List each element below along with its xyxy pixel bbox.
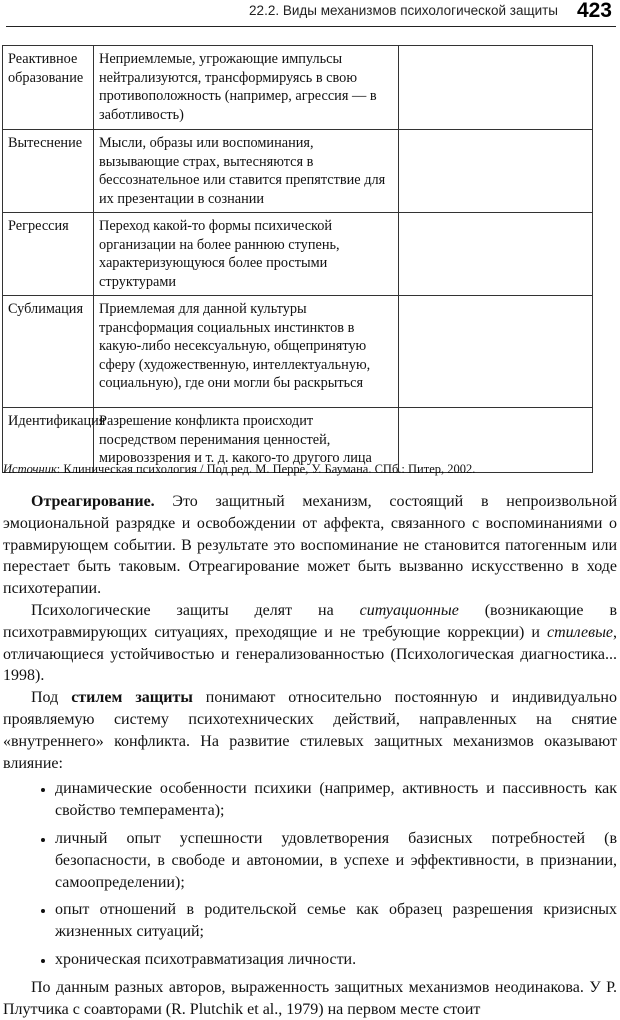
table-cell-term: Вытеснение	[3, 130, 94, 213]
list-item: • личный опыт успешности удовлетворения базисных потребностей (в безопасности, в свободе и автономии, в успехе и эффективности, в признании, самоопределении);	[55, 828, 617, 893]
page-number: 423	[576, 0, 612, 22]
table-cell-empty	[399, 213, 593, 296]
paragraph-text: Психологические защиты делят на	[31, 601, 360, 619]
paragraph-text: Это защитный механизм, состоящий в непроизвольной эмоциональной разрядке и освобождении от аффекта, связанного с воспоминаниями о травмирующем событии. В результате это воспоминание не становится патогенным или перестает быть таковым. Отреагирование может быть вызванно искусственно в ходе психотерапии.	[3, 493, 617, 598]
source-label: Источник	[3, 462, 57, 476]
table-cell-term: Реактивное образование	[3, 46, 94, 130]
table-row	[3, 46, 593, 130]
table-row	[3, 130, 593, 213]
paragraph-abreaction	[3, 491, 617, 600]
term-defense-style: стилем защиты	[71, 689, 193, 707]
list-item: • динамические особенности психики (например, активность и пассивность как свойство темперамента);	[55, 778, 617, 822]
source-text: : Клиническая психология / Под ред. М. Перре, У. Баумана. СПб.: Питер, 2002.	[56, 462, 476, 476]
table-cell-definition: Приемлемая для данной культуры трансформация социальных инстинктов в какую-либо несексуальную, общепринятую сферу (художественную, интеллектуальную, социальную), где они могли бы раскрыться	[94, 296, 399, 408]
table-source-note	[3, 462, 613, 477]
paragraph-text: Под	[31, 689, 72, 707]
paragraph-text: , отличающиеся устойчивостью и генерализованностью (Психологическая диагностика... 1998).	[3, 623, 617, 685]
table-cell-empty	[399, 130, 593, 213]
table-cell-definition: Мысли, образы или воспоминания, вызывающие страх, вытесняются в бессознательное или ставится препятствие для их презентации в сознании	[94, 130, 399, 213]
paragraph-plutchik: По данным разных авторов, выраженность защитных механизмов неодинакова. У Р. Плутчика с соавторами (R. Plutchik et al., 1979) на первом месте стоит	[3, 978, 617, 1018]
table-cell-definition: Неприемлемые, угрожающие импульсы нейтрализуются, трансформируясь в свою противоположность (например, агрессия — в заботливость)	[94, 46, 399, 130]
table-row	[3, 213, 593, 296]
paragraph-text: понимают относительно постоянную и индивидуально проявляемую систему психотехнических действий, направленных на снятие «внутреннего» конфликта. На развитие стилевых защитных механизмов оказывают влияние:	[3, 689, 617, 772]
table-cell-definition: Переход какой-то формы психической организации на более раннюю ступень, характеризующуюся более простыми структурами	[94, 213, 399, 296]
table-cell-term: Идентификация	[3, 408, 94, 473]
influence-factors-list	[3, 778, 617, 970]
term-situational: ситуационные	[359, 601, 459, 619]
defense-mechanisms-table	[2, 45, 593, 473]
table-cell-term: Сублимация	[3, 296, 94, 408]
paragraph-defense-types	[3, 600, 617, 687]
table-cell-empty	[399, 46, 593, 130]
paragraph-text: (возникающие в психотравмирующих ситуациях, преходящие и не требующие коррекции) и	[3, 601, 618, 641]
paragraph-defense-style	[3, 687, 617, 774]
term-stylistic: стилевые	[546, 623, 613, 641]
table-cell-empty	[399, 296, 593, 408]
body-text	[3, 491, 617, 1020]
table-cell-definition: Разрешение конфликта происходит посредством перенимания ценностей, мировоззрения и т. д. какого-то другого лица	[94, 408, 399, 473]
term-abreaction: Отреагирование.	[31, 493, 155, 510]
list-item: • опыт отношений в родительской семье как образец разрешения кризисных жизненных ситуаций;	[55, 899, 617, 943]
table-row	[3, 296, 593, 408]
running-header-title: 22.2. Виды механизмов психологической защиты	[249, 3, 558, 18]
running-header	[6, 0, 616, 27]
list-item: • хроническая психотравматизация личности.	[55, 949, 617, 971]
table-cell-term: Регрессия	[3, 213, 94, 296]
